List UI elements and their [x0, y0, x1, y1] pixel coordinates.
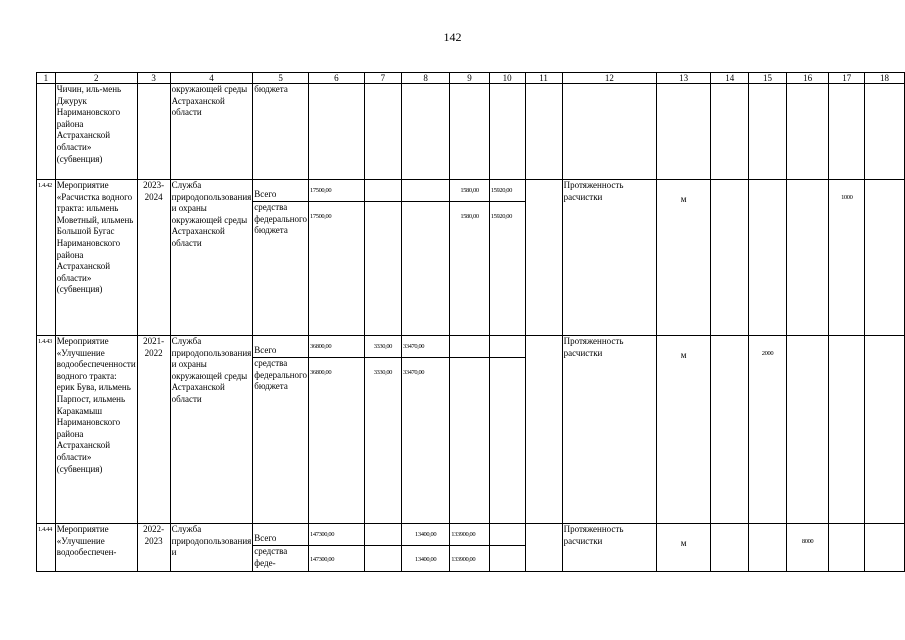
cell — [525, 524, 562, 546]
amount-total: 147300,00 — [309, 546, 365, 572]
indicator-value — [865, 524, 905, 572]
period: 2021-2022 — [137, 336, 170, 524]
table-row — [37, 336, 905, 358]
cell — [525, 202, 562, 336]
amount-2022 — [401, 180, 449, 202]
row-number: 1.4.42 — [37, 180, 56, 336]
amount-2022: 33470,00 — [401, 358, 449, 524]
cell — [401, 84, 449, 180]
period: 2022-2023 — [137, 524, 170, 572]
col-header-16: 16 — [786, 73, 829, 84]
page-number: 142 — [443, 30, 462, 44]
executor: Служба природопользования и охраны окружающей среды Астраханской области — [170, 336, 253, 524]
period — [137, 84, 170, 180]
unit: м — [657, 180, 711, 336]
indicator-value: 8000 — [786, 524, 829, 572]
cell — [450, 84, 490, 180]
col-header-8: 8 — [401, 73, 449, 84]
executor: Служба природопользования и охраны окружающей среды Астраханской области — [170, 180, 253, 336]
col-header-2: 2 — [55, 73, 137, 84]
indicator-name: Протяженность расчистки — [562, 524, 656, 572]
indicator-value — [829, 524, 865, 572]
amount-2023: 1580,00 — [450, 202, 490, 336]
cell — [786, 84, 829, 180]
col-header-9: 9 — [450, 73, 490, 84]
indicator-value — [829, 336, 865, 524]
cell — [525, 180, 562, 202]
row-number: 1.4.43 — [37, 336, 56, 524]
amount-2024: 15920,00 — [489, 202, 525, 336]
executor: Служба природопользования и — [170, 524, 253, 572]
col-header-15: 15 — [749, 73, 786, 84]
col-header-1: 1 — [37, 73, 56, 84]
indicator-value — [865, 336, 905, 524]
amount-2021 — [364, 546, 401, 572]
cell — [865, 84, 905, 180]
cell — [829, 84, 865, 180]
cell — [525, 546, 562, 572]
col-header-7: 7 — [364, 73, 401, 84]
indicator-value — [749, 180, 786, 336]
col-header-12: 12 — [562, 73, 656, 84]
col-header-13: 13 — [657, 73, 711, 84]
indicator-value — [749, 524, 786, 572]
amount-2021 — [364, 202, 401, 336]
measure-name: Мероприятие «Расчистка водного тракта: ильмень Моветный, ильмень Большой Бугас Наримановского района Астраханской области» (субвенция) — [55, 180, 137, 336]
row-number — [37, 84, 56, 180]
cell — [562, 84, 656, 180]
table-row — [37, 180, 905, 202]
col-header-17: 17 — [829, 73, 865, 84]
amount-2024 — [489, 546, 525, 572]
cell — [489, 84, 525, 180]
period: 2023-2024 — [137, 180, 170, 336]
amount-2024 — [489, 524, 525, 546]
indicator-value — [711, 180, 749, 336]
cell — [749, 84, 786, 180]
indicator-value — [865, 180, 905, 336]
amount-2022 — [401, 202, 449, 336]
amount-total: 17500,00 — [309, 202, 365, 336]
row-number: 1.4.44 — [37, 524, 56, 572]
amount-total: 17500,00 — [309, 180, 365, 202]
indicator-value — [711, 336, 749, 524]
indicator-name: Протяженность расчистки — [562, 180, 656, 336]
indicator-value — [786, 180, 829, 336]
cell — [525, 358, 562, 524]
amount-2021 — [364, 524, 401, 546]
col-header-5: 5 — [253, 73, 309, 84]
amount-2023: 133900,00 — [450, 524, 490, 546]
cell — [657, 84, 711, 180]
amount-2023: 133900,00 — [450, 546, 490, 572]
unit: м — [657, 524, 711, 572]
funding-source: Всего — [253, 524, 309, 546]
amount-2021 — [364, 180, 401, 202]
executor: окружающей среды Астраханской области — [170, 84, 253, 180]
measure-name: Мероприятие «Улучшение водообеспеченности водного тракта: ерик Бува, ильмень Парпост, ильмень Каракамыш Наримановского района Астраханской области» (субвенция) — [55, 336, 137, 524]
cell — [711, 84, 749, 180]
col-header-14: 14 — [711, 73, 749, 84]
amount-2024 — [489, 336, 525, 358]
amount-2022: 33470,00 — [401, 336, 449, 358]
funding-source: средства феде- — [253, 546, 309, 572]
indicator-value — [711, 524, 749, 572]
amount-2024 — [489, 358, 525, 524]
amount-2023: 1580,00 — [450, 180, 490, 202]
col-header-6: 6 — [309, 73, 365, 84]
amount-2023 — [450, 336, 490, 358]
table-row — [37, 84, 905, 180]
measure-name: Мероприятие «Улучшение водообеспечен- — [55, 524, 137, 572]
col-header-4: 4 — [170, 73, 253, 84]
column-number-row — [37, 73, 905, 84]
funding-source: бюджета — [253, 84, 309, 180]
amount-total: 36800,00 — [309, 336, 365, 358]
col-header-11: 11 — [525, 73, 562, 84]
col-header-10: 10 — [489, 73, 525, 84]
funding-source: средства федерального бюджета — [253, 358, 309, 524]
indicator-name: Протяженность расчистки — [562, 336, 656, 524]
col-header-3: 3 — [137, 73, 170, 84]
funding-source: Всего — [253, 336, 309, 358]
funding-source: средства федерального бюджета — [253, 202, 309, 336]
amount-2022: 13400,00 — [401, 524, 449, 546]
amount-total: 147300,00 — [309, 524, 365, 546]
measure-name: Чичин, иль-мень Джурук Наримановского района Астраханской области» (субвенция) — [55, 84, 137, 180]
indicator-value — [786, 336, 829, 524]
amount-2021: 3330,00 — [364, 336, 401, 358]
amount-2022: 13400,00 — [401, 546, 449, 572]
col-header-18: 18 — [865, 73, 905, 84]
amount-2021: 3330,00 — [364, 358, 401, 524]
amount-2024: 15920,00 — [489, 180, 525, 202]
cell — [525, 84, 562, 180]
cell — [309, 84, 365, 180]
cell — [525, 336, 562, 358]
funding-source: Всего — [253, 180, 309, 202]
amount-total: 36800,00 — [309, 358, 365, 524]
program-table — [36, 72, 905, 572]
table-row — [37, 524, 905, 546]
amount-2023 — [450, 358, 490, 524]
cell — [364, 84, 401, 180]
indicator-value: 1000 — [829, 180, 865, 336]
indicator-value: 2000 — [749, 336, 786, 524]
unit: м — [657, 336, 711, 524]
